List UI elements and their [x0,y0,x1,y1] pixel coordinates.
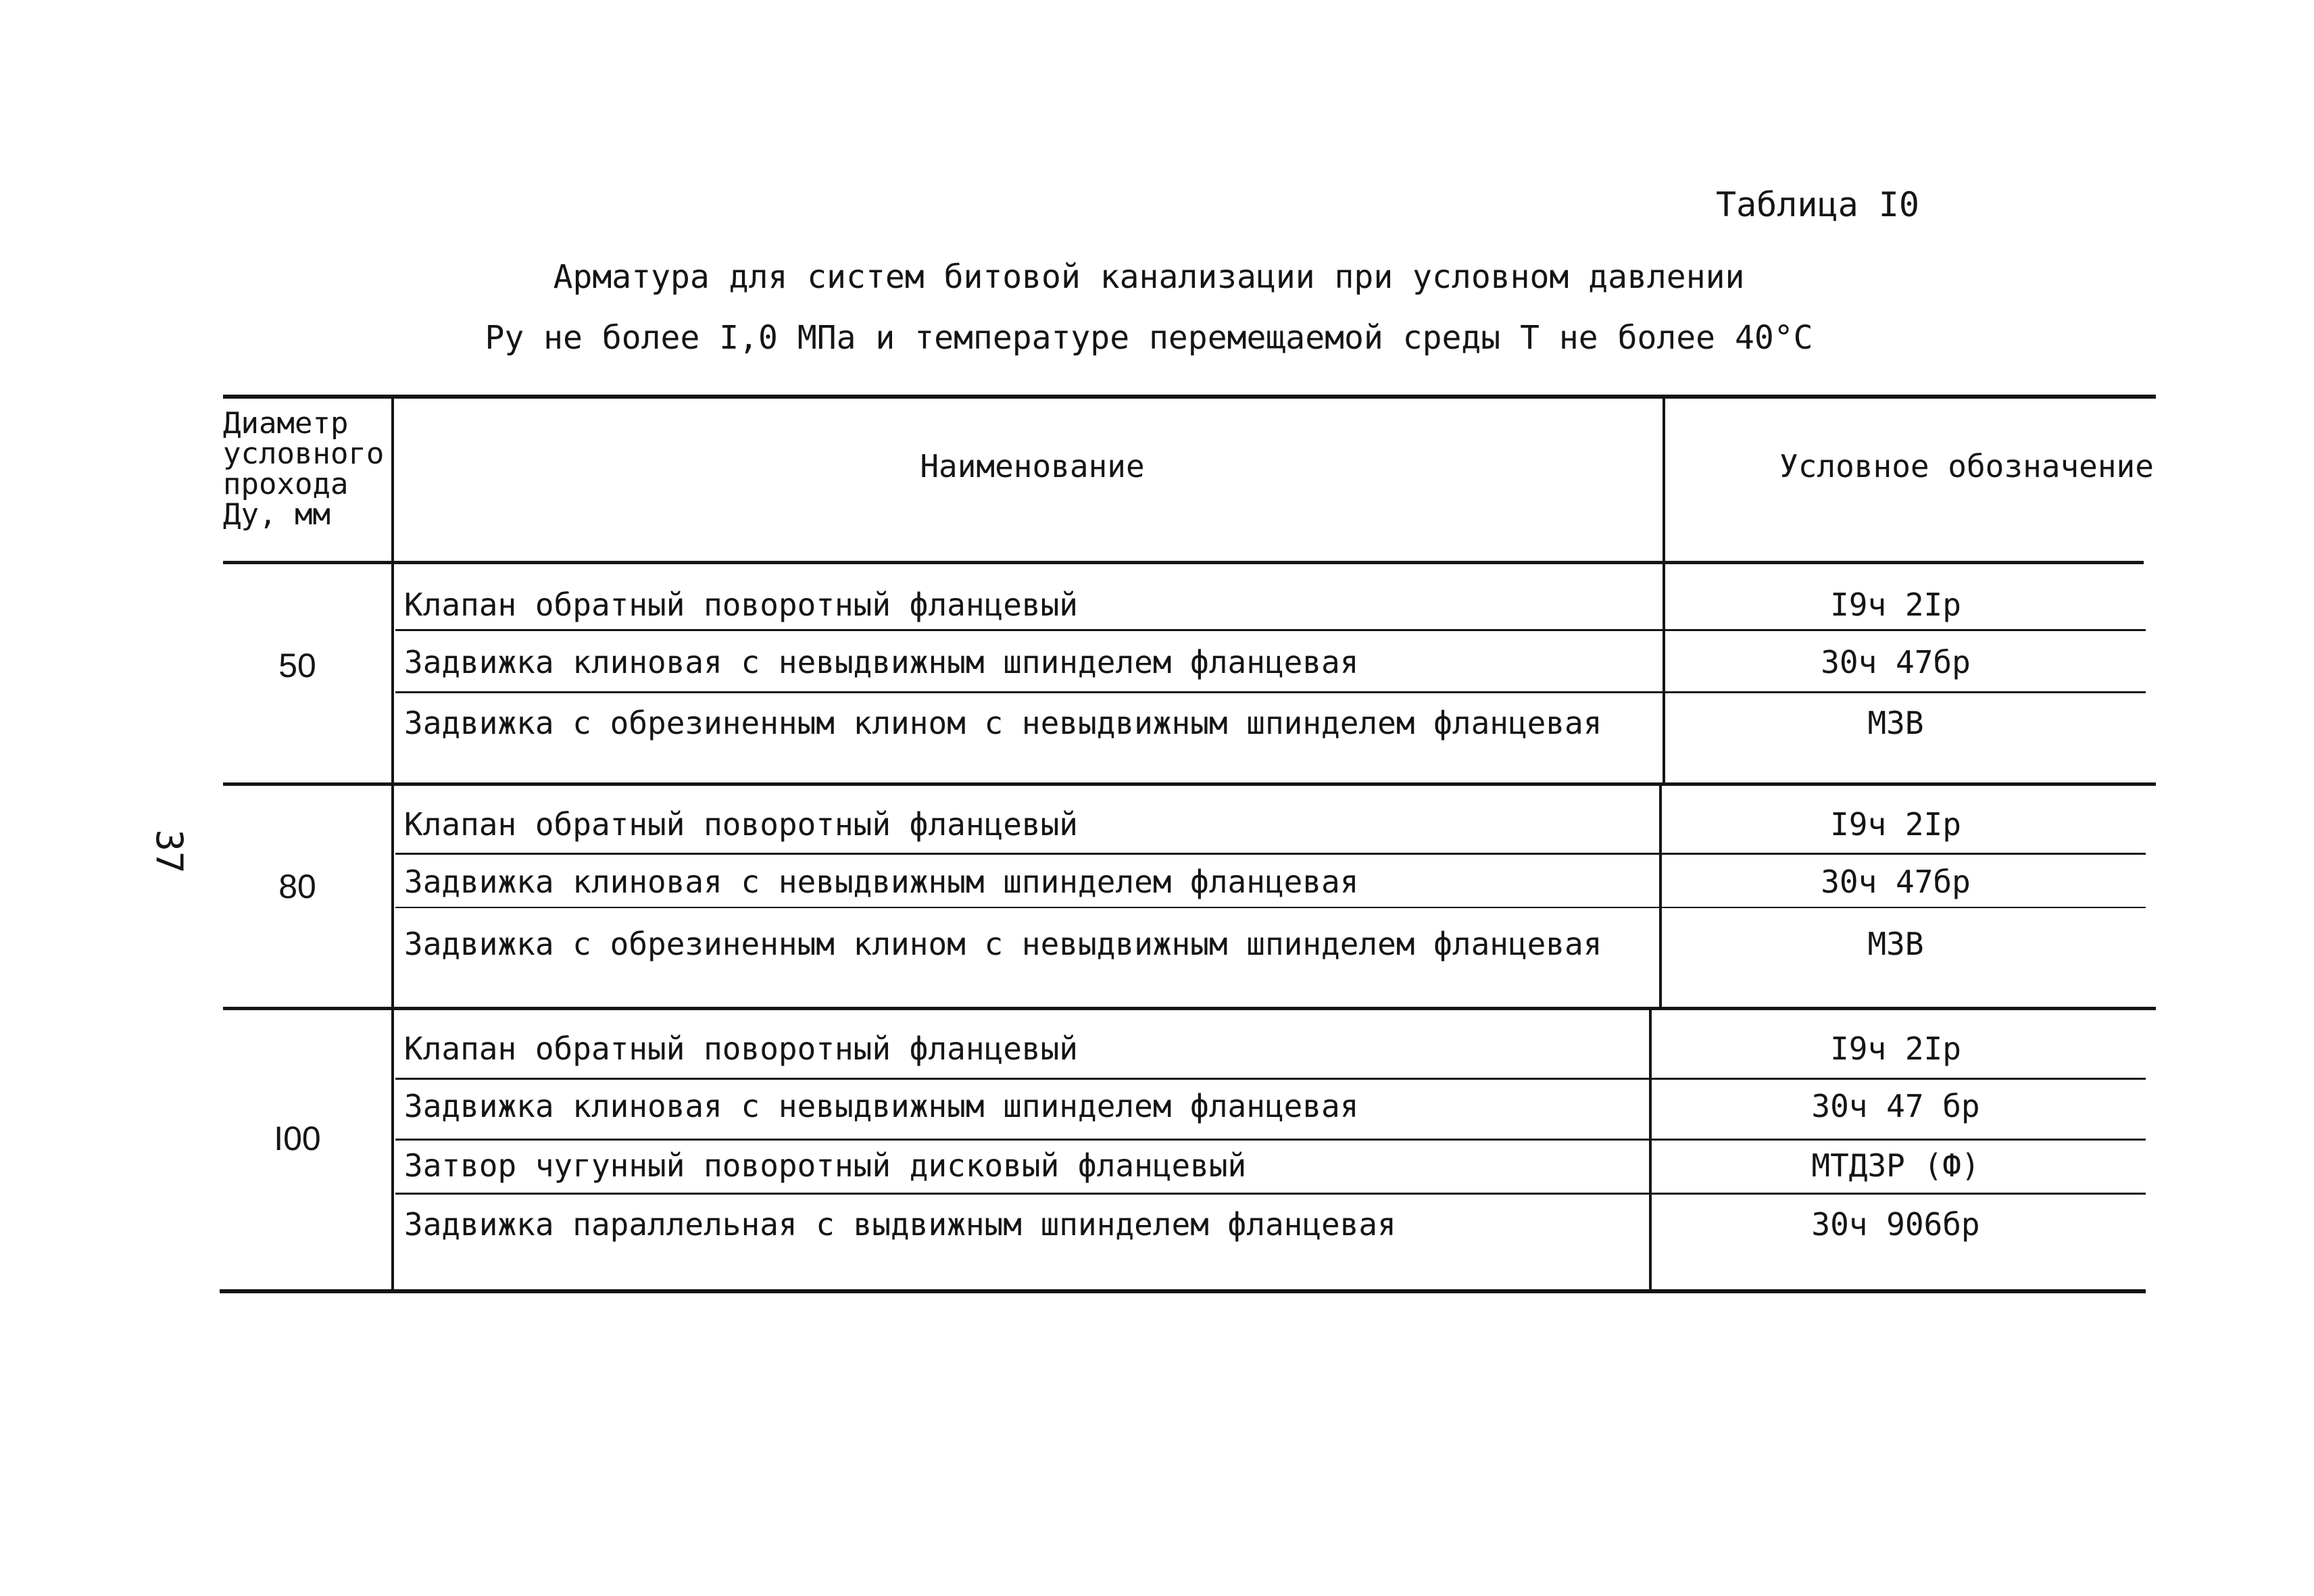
diameter-cell: 50 [278,647,316,684]
header-diameter-line: Ду, мм [223,497,330,532]
group-divider-80 [223,1007,2156,1010]
item-name: Затвор чугунный поворотный дисковый фланцевый [404,1147,1247,1184]
row-rule [395,853,2146,855]
item-name: Клапан обратный поворотный фланцевый [404,1030,1078,1067]
item-code: 30ч 906бр [1811,1206,1980,1243]
row-rule [395,691,2146,693]
page-number: 37 [148,829,191,874]
row-rule [395,1193,2146,1195]
table-caption-line-2: Pу не более I,0 МПа и температуре перемещаемой среды Т не более 40°С [485,319,1813,357]
item-name: Клапан обратный поворотный фланцевый [404,806,1078,843]
item-name: Задвижка параллельная с выдвижным шпинделем фланцевая [404,1206,1396,1243]
row-rule [395,1139,2146,1141]
column-divider-diameter [391,399,394,1292]
group-divider-50 [223,782,2156,786]
item-code: 30ч 47бр [1821,864,1971,900]
item-code: 30ч 47бр [1821,644,1971,680]
item-code: МЗВ [1867,705,1924,741]
item-code: 30ч 47 бр [1811,1088,1980,1124]
row-rule [395,907,2146,908]
table-label: Таблица I0 [1715,185,1919,224]
table-caption-line-1: Арматура для систем битовой канализации при условном давлении [553,258,1745,296]
header-bottom-rule [223,561,2144,564]
header-diameter-line: прохода [223,467,349,501]
item-name: Задвижка клиновая с невыдвижным шпинделем фланцевая [404,1088,1359,1124]
item-name: Задвижка клиновая с невыдвижным шпинделем фланцевая [404,864,1359,900]
row-rule [395,1078,2146,1080]
item-name: Задвижка с обрезиненным клином с невыдвижным шпинделем фланцевая [404,926,1602,962]
row-rule [395,629,2146,631]
header-diameter-line: условного [223,437,385,471]
column-divider-designation [1663,399,1665,782]
table-bottom-rule [220,1289,2146,1293]
header-diameter-line: Диаметр [223,406,349,441]
column-divider-designation [1649,1010,1652,1289]
item-name: Задвижка с обрезиненным клином с невыдвижным шпинделем фланцевая [404,705,1602,741]
table-top-rule [223,395,2156,399]
item-code: I9ч 2Iр [1830,587,1961,623]
item-name: Клапан обратный поворотный фланцевый [404,587,1078,623]
header-diameter [223,408,392,530]
header-name: Наименование [920,448,1145,484]
item-code: МТДЗР (Ф) [1811,1147,1980,1184]
item-name: Задвижка клиновая с невыдвижным шпинделем фланцевая [404,644,1359,680]
header-designation: Условное обозначение [1779,448,2154,484]
diameter-cell: 80 [278,868,316,905]
item-code: МЗВ [1867,926,1924,962]
column-divider-designation [1659,786,1662,1007]
item-code: I9ч 2Iр [1830,806,1961,843]
diameter-cell: I00 [274,1120,321,1157]
item-code: I9ч 2Iр [1830,1030,1961,1067]
